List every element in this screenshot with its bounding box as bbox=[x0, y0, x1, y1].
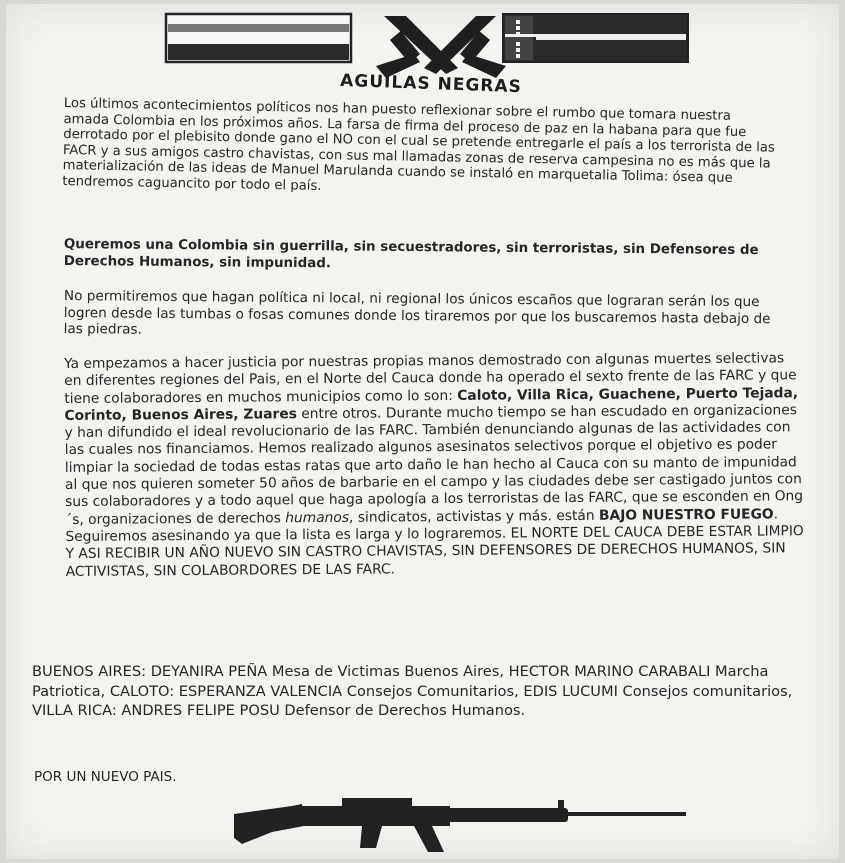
text-segment: humanos bbox=[285, 509, 350, 526]
text-segment: . Seguiremos asesinando ya que la lista es larga y lo lograremos. EL NORTE DEL CAUCA DEBE ESTAR LIMPIO Y ASI RECIBIR UN AÑO NUEVO SIN CASTRO CHAVISTAS, SIN DEFENSORES DE DERECHOS HUMANOS, SIN ACTIVISTAS, SIN COLABORDORES DE LAS FARC. bbox=[65, 506, 804, 580]
paragraph-intro: Los últimos acontecimientos políticos nos han puesto reflexionar sobre el rumbo que tomara nuestra amada Colombia en los próximos años. La farsa de firma del proceso de paz en la habana para que fue derrotado por el plebisito donde gano el NO con el cual se pretende entregarle el país a los terrorista de las FACR y a sus amigos castro chavistas, con sus mal llamadas zonas de reserva campesina no es más que la materialización de las ideas de Manuel Marulanda cuando se instaló en marquetalia Tolima: ósea que tendremos caguancito por todo el país. bbox=[62, 96, 775, 194]
paragraph-demands: Queremos una Colombia sin guerrilla, sin secuestradores, sin terroristas, sin Defensores de Derechos Humanos, sin impunidad. bbox=[63, 237, 759, 271]
crossed-rifles-icon bbox=[376, 16, 506, 78]
municipalities-list: Caloto, Villa Rica, Guachene, Puerto Tejada, Corinto, Buenos Aires, Zuares bbox=[64, 384, 799, 424]
flag-left-icon bbox=[166, 14, 351, 62]
paragraph-justice bbox=[64, 350, 806, 581]
text-segment: Ya empezamos a hacer justicia por nuestras propias manos demostrado con algunas muertes selectivas en diferentes regiones del Pais, en el Norte del Cauca donde ha operado el sexto frente de las FARC y que tiene colaboradores en muchos municipios como lo son: bbox=[64, 350, 797, 407]
text-segment: entre otros. Durante mucho tiempo se han escudado en organizaciones y han difundido el ideal revolucionario de las FARC. También denunciando algunas de las actividades con las cuales nos financiamos. Hemos realizado algunos asesinatos selectivos porque el objetivo es poder limpiar la sociedad de todas estas ratas que arto daño le han hecho al Cauca con su manto de impunidad al que nos quieren someter 50 años de barbarie en el campo y las ciudades debe ser castigado juntos con sus colaboradores y a todo aquel que haga apología a los terroristas de las FARC, que se esconden en Ong´s, organizaciones de derechos bbox=[64, 402, 804, 528]
text-segment: , sindicatos, activistas y más. están bbox=[348, 507, 600, 526]
rifle-icon bbox=[232, 792, 692, 852]
paragraph-threat: No permitiremos que hagan política ni local, ni regional los únicos escaños que lograran serán los que logren desde las tumbas o fosas comunes donde los tiraremos por que los buscaremos hasta debajo de las piedras. bbox=[63, 288, 771, 338]
document-sheet bbox=[6, 4, 839, 859]
emphasis-phrase: BAJO NUESTRO FUEGO bbox=[598, 506, 774, 524]
paragraph-names: BUENOS AIRES: DEYANIRA PEÑA Mesa de Victimas Buenos Aires, HECTOR MARINO CARABALI Marcha Patriotica, CALOTO: ESPERANZA VALENCIA Consejos Comunitarios, EDIS LUCUMI Consejos comunitarios, VILLA RICA: ANDRES FELIPE POSU Defensor de Derechos Humanos. bbox=[32, 663, 793, 719]
flag-right-icon bbox=[503, 14, 688, 62]
document-title: AGUILAS NEGRAS bbox=[339, 70, 523, 98]
closing-line: POR UN NUEVO PAIS. bbox=[34, 769, 177, 785]
